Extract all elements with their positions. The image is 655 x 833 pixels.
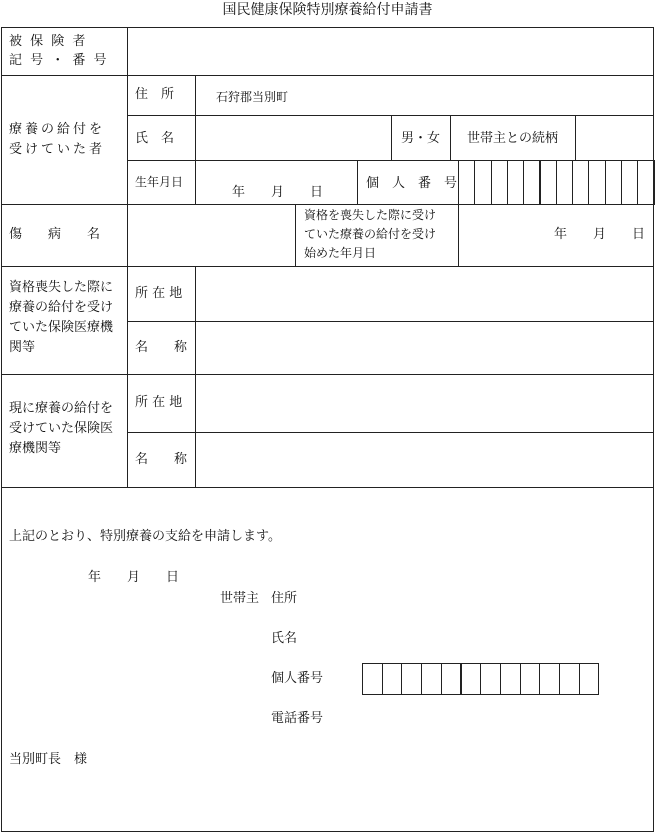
digit-box[interactable] <box>491 160 508 205</box>
prev-institution-label-line2: 療養の給付を受け <box>9 300 114 315</box>
digit-box[interactable] <box>461 663 482 695</box>
address-label: 住 所 <box>135 87 175 102</box>
rule-sub-label-column-2 <box>195 266 196 487</box>
householder-personal-number-label: 個人番号 <box>271 671 324 686</box>
insured-number-label-line2: 記 号 ・ 番 号 <box>9 53 109 68</box>
recipient-label-line2: 受けていた者 <box>9 142 106 157</box>
rule-label-column <box>127 27 128 487</box>
cur-institution-label-line1: 現に療養の給付を <box>9 401 114 416</box>
address-field[interactable]: 石狩郡当別町 <box>216 90 289 104</box>
name-label: 氏 名 <box>135 131 175 146</box>
declaration-statement: 上記のとおり、特別療養の支給を申請します。 <box>9 529 281 544</box>
rule-disease-start-right <box>458 204 459 266</box>
digit-box[interactable] <box>421 663 442 695</box>
prev-institution-label-line1: 資格喪失した際に <box>9 280 114 295</box>
digit-box[interactable] <box>559 663 580 695</box>
birth-date-label: 生年月日 <box>135 175 184 189</box>
rule-sub-label-column <box>195 75 196 204</box>
disease-start-date-field[interactable]: 年 月 日 <box>554 227 646 242</box>
cur-name-label: 名 称 <box>135 452 188 467</box>
rule-personal-number-label-left <box>357 160 358 204</box>
prev-name-label: 名 称 <box>135 340 188 355</box>
householder-label: 世帯主 <box>220 591 260 606</box>
disease-start-label-line1: 資格を喪失した際に受け <box>304 208 437 222</box>
digit-box[interactable] <box>621 160 638 205</box>
digit-box[interactable] <box>556 160 573 205</box>
birth-date-field[interactable]: 年 月 日 <box>232 185 324 200</box>
digit-box[interactable] <box>480 663 501 695</box>
disease-start-label-line3: 始めた年月日 <box>304 246 377 260</box>
digit-box[interactable] <box>637 160 654 205</box>
form-title: 国民健康保険特別療養給付申請書 <box>222 2 433 18</box>
rule-sex-left <box>391 115 392 160</box>
rule-after-insured-number <box>1 75 654 76</box>
cur-institution-label-line2: 受けていた保険医 <box>9 421 114 436</box>
rule-after-prev-institution <box>1 374 654 375</box>
digit-box[interactable] <box>474 160 491 205</box>
digit-box[interactable] <box>458 160 475 205</box>
digit-box[interactable] <box>520 663 541 695</box>
digit-box[interactable] <box>539 663 560 695</box>
rule-disease-start-left <box>295 204 296 266</box>
cur-location-label: 所 在 地 <box>135 395 183 410</box>
digit-box[interactable] <box>579 663 600 695</box>
rule-after-cur-institution <box>1 487 654 488</box>
householder-name-label: 氏名 <box>271 631 298 646</box>
rule-prev-location <box>127 321 654 322</box>
rule-after-disease <box>1 266 654 267</box>
digit-box[interactable] <box>540 160 557 205</box>
rule-relation-left <box>450 115 451 160</box>
prev-institution-label-line4: 関等 <box>9 340 36 355</box>
rule-cur-location <box>127 432 654 433</box>
digit-box[interactable] <box>382 663 403 695</box>
prev-institution-label-line3: ていた保険医療機 <box>9 320 114 335</box>
declaration-date-field[interactable]: 年 月 日 <box>88 570 180 585</box>
digit-box[interactable] <box>588 160 605 205</box>
insured-number-label-line1: 被 保 険 者 <box>9 34 88 49</box>
disease-start-label-line2: ていた療養の給付を受け <box>304 227 437 241</box>
sex-selector[interactable]: 男・女 <box>401 131 441 146</box>
cur-institution-label-line3: 療機関等 <box>9 441 62 456</box>
digit-box[interactable] <box>401 663 422 695</box>
relation-label: 世帯主との続柄 <box>467 131 559 146</box>
householder-address-label: 住所 <box>271 591 298 606</box>
householder-phone-label: 電話番号 <box>271 711 324 726</box>
prev-location-label: 所 在 地 <box>135 286 183 301</box>
digit-box[interactable] <box>500 663 521 695</box>
disease-label: 傷 病 名 <box>9 227 101 242</box>
rule-relation-right <box>575 115 576 160</box>
digit-box[interactable] <box>507 160 524 205</box>
personal-number-label: 個 人 番 号 <box>366 176 458 191</box>
addressee: 当別町長 様 <box>9 752 88 767</box>
digit-box[interactable] <box>362 663 383 695</box>
digit-box[interactable] <box>572 160 589 205</box>
digit-box[interactable] <box>605 160 622 205</box>
digit-box[interactable] <box>523 160 540 205</box>
digit-box[interactable] <box>441 663 462 695</box>
recipient-label-line1: 療養の給付を <box>9 122 106 137</box>
